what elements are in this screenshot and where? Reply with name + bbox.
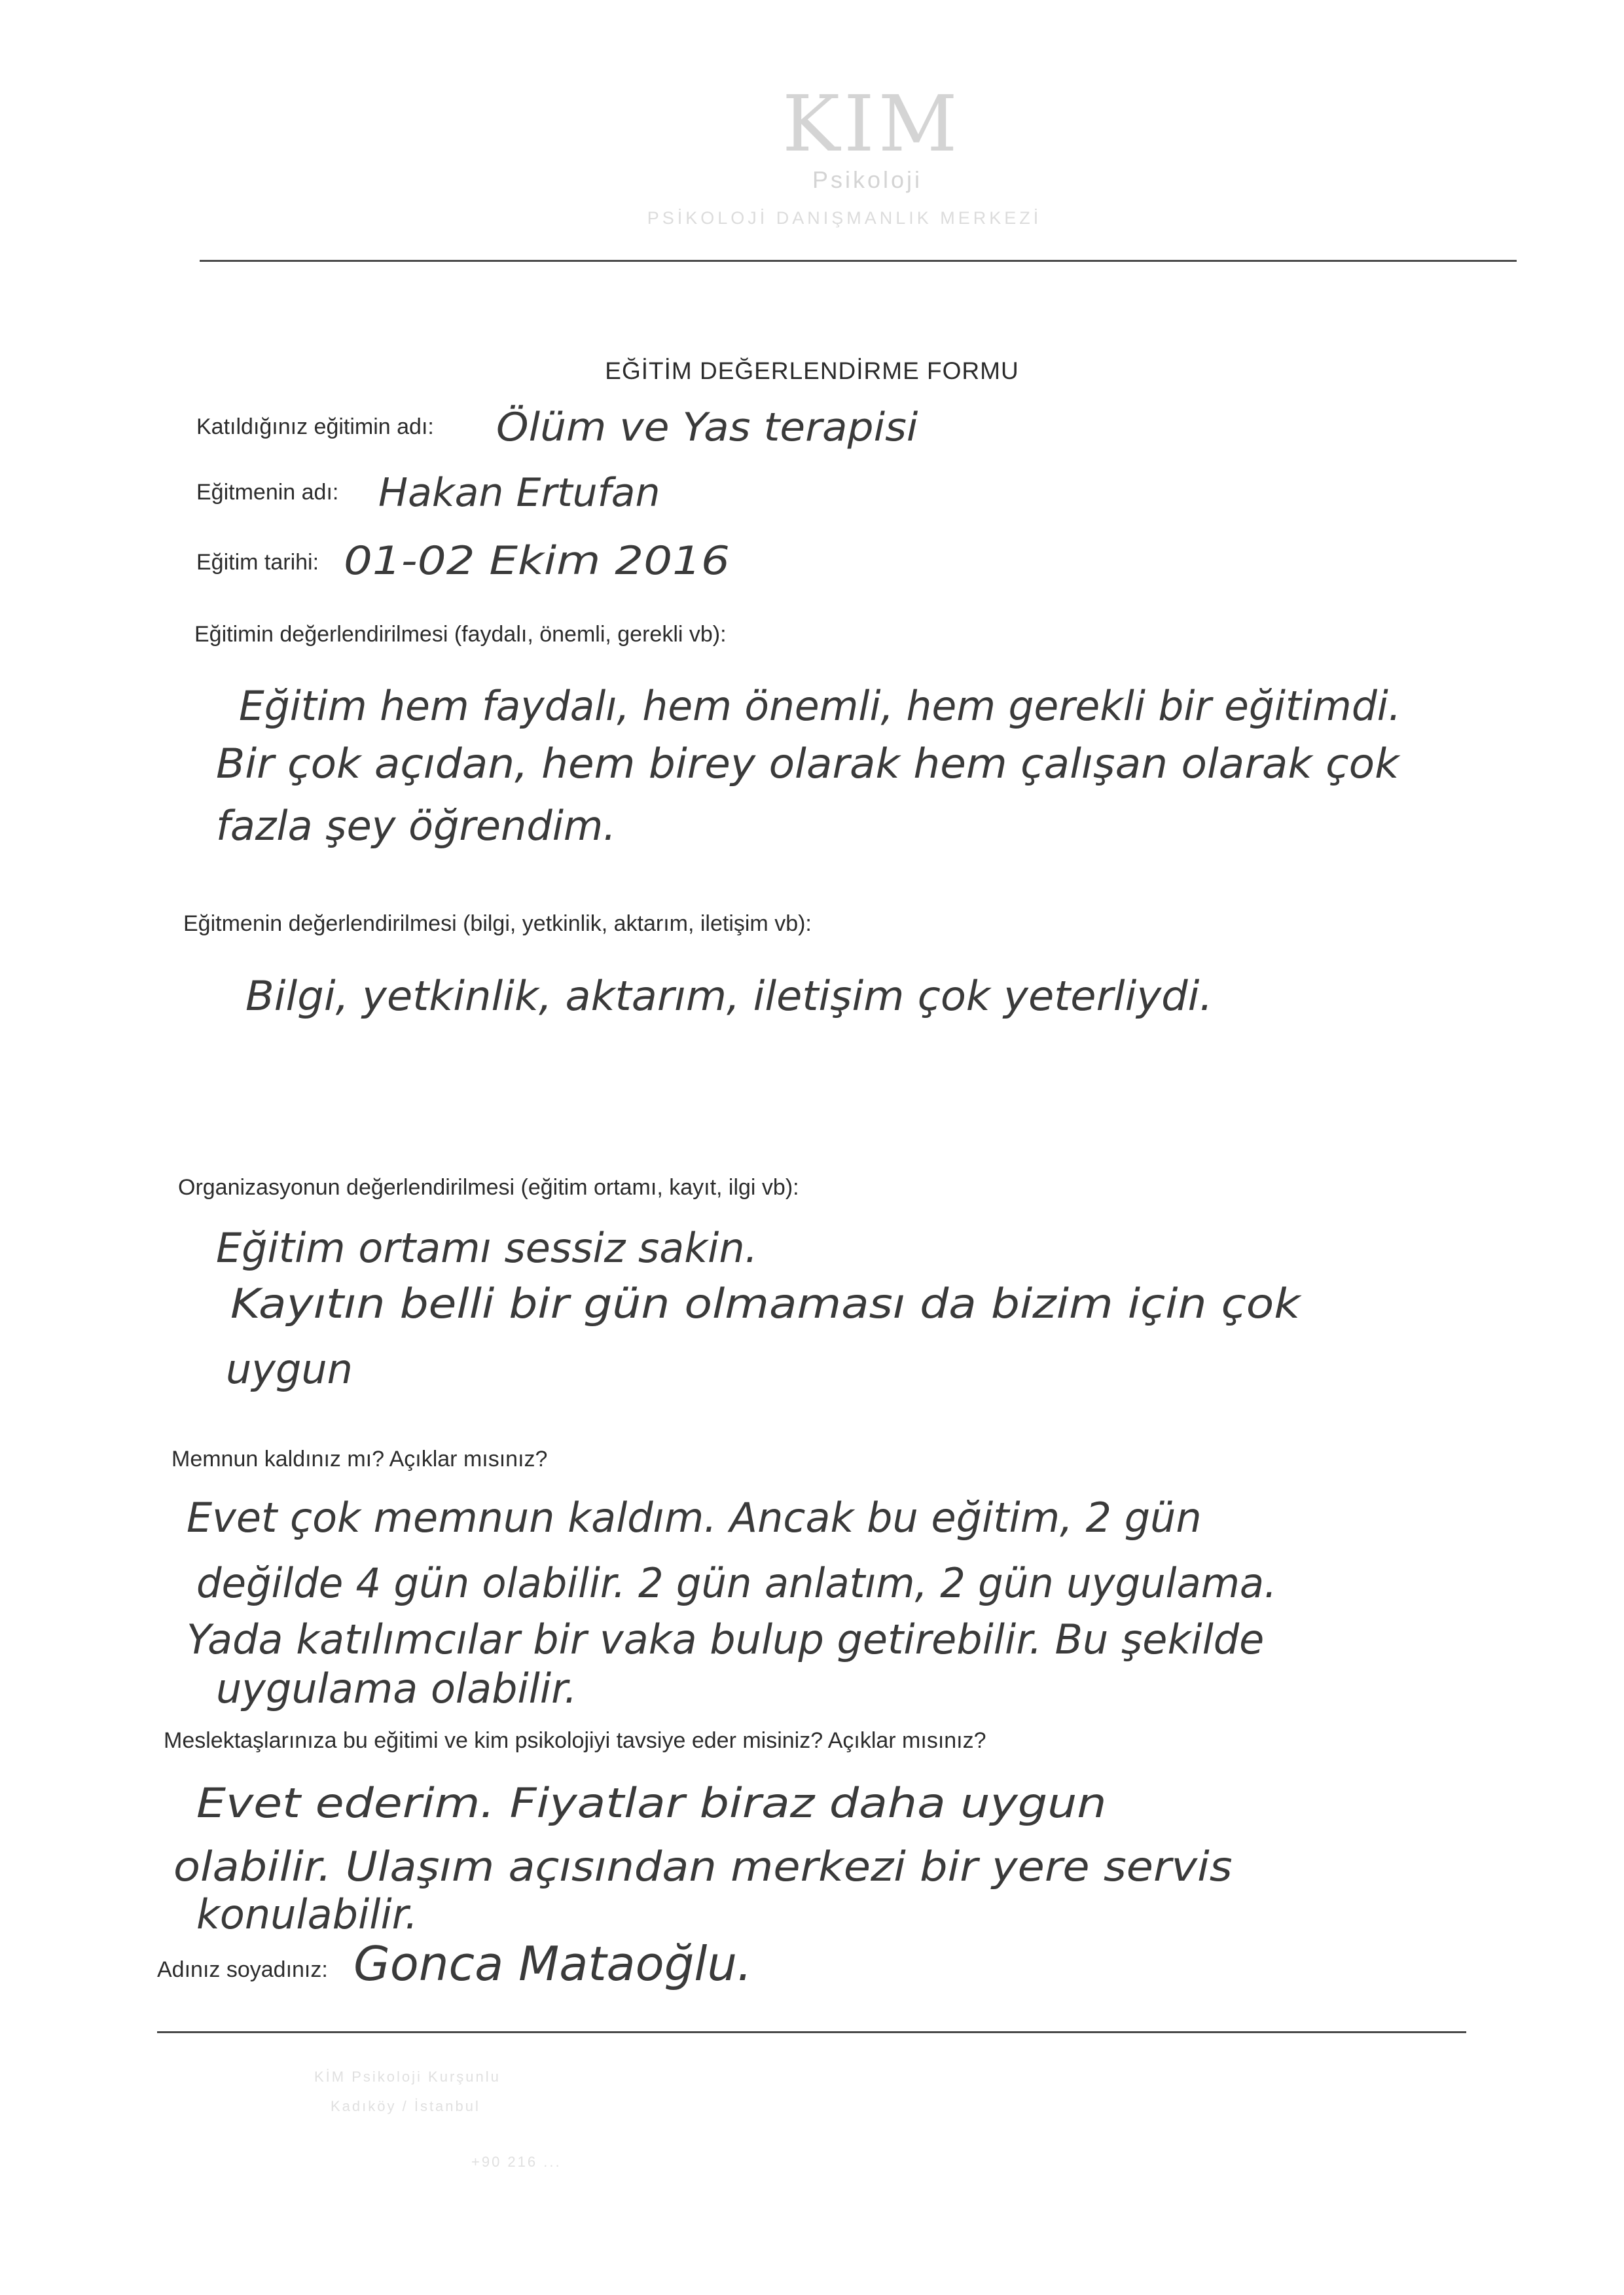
trainer-evaluation-line: Bilgi, yetkinlik, aktarım, iletişim çok yeterliydi. xyxy=(245,972,1213,1020)
logo-subtitle: Psikoloji xyxy=(812,166,923,193)
training-date-value: 01-02 Ekim 2016 xyxy=(344,538,730,584)
satisfaction-line: uygulama olabilir. xyxy=(216,1665,577,1712)
footer-address-line: KİM Psikoloji Kurşunlu xyxy=(314,2069,501,2085)
training-evaluation-label: Eğitimin değerlendirilmesi (faydalı, önemli, gerekli vb): xyxy=(194,622,727,647)
satisfaction-line: Yada katılımcılar bir vaka bulup getirebilir. Bu şekilde xyxy=(187,1616,1265,1663)
full-name-value: Gonca Mataoğlu. xyxy=(353,1936,752,1991)
training-evaluation-line: fazla şey öğrendim. xyxy=(216,802,617,850)
footer-phone-line: +90 216 ... xyxy=(471,2154,562,2170)
letterhead-tagline: PSİKOLOJİ DANIŞMANLIK MERKEZİ xyxy=(647,208,1042,228)
recommendation-line: Evet ederim. Fiyatlar biraz daha uygun xyxy=(196,1779,1107,1827)
letterhead-logo xyxy=(782,79,962,194)
satisfaction-label: Memnun kaldınız mı? Açıklar mısınız? xyxy=(171,1447,548,1472)
trainer-name-value: Hakan Ertufan xyxy=(378,470,660,516)
footer-address-line: Kadıköy / İstanbul xyxy=(331,2098,480,2114)
satisfaction-line: değilde 4 gün olabilir. 2 gün anlatım, 2 gün uygulama. xyxy=(196,1559,1277,1607)
training-name-label: Katıldığınız eğitimin adı: xyxy=(196,414,434,439)
recommendation-label: Meslektaşlarınıza bu eğitimi ve kim psikolojiyi tavsiye eder misiniz? Açıklar mısınız? xyxy=(164,1728,986,1753)
form-title: EĞİTİM DEĞERLENDİRME FORMU xyxy=(605,357,1019,384)
training-evaluation-line: Eğitim hem faydalı, hem önemli, hem gerekli bir eğitimdi. xyxy=(239,682,1401,730)
organization-evaluation-label: Organizasyonun değerlendirilmesi (eğitim ortamı, kayıt, ilgi vb): xyxy=(178,1175,799,1200)
trainer-evaluation-label: Eğitmenin değerlendirilmesi (bilgi, yetkinlik, aktarım, iletişim vb): xyxy=(183,911,812,936)
organization-evaluation-line: uygun xyxy=(226,1345,353,1393)
organization-evaluation-line: Kayıtın belli bir gün olmaması da bizim için çok xyxy=(230,1280,1301,1328)
header-divider xyxy=(200,260,1517,262)
logo-mark: KIM xyxy=(782,79,962,169)
training-evaluation-line: Bir çok açıdan, hem birey olarak hem çalışan olarak çok xyxy=(216,740,1399,787)
recommendation-line: konulabilir. xyxy=(196,1890,418,1938)
footer-divider xyxy=(157,2031,1466,2033)
full-name-label: Adınız soyadınız: xyxy=(157,1957,328,1982)
recommendation-line: olabilir. Ulaşım açısından merkezi bir yere servis xyxy=(173,1843,1233,1890)
organization-evaluation-line: Eğitim ortamı sessiz sakin. xyxy=(216,1224,758,1272)
training-name-value: Ölüm ve Yas terapisi xyxy=(496,405,918,450)
trainer-name-label: Eğitmenin adı: xyxy=(196,480,339,505)
training-date-label: Eğitim tarihi: xyxy=(196,550,319,575)
satisfaction-line: Evet çok memnun kaldım. Ancak bu eğitim, 2 gün xyxy=(187,1494,1202,1542)
